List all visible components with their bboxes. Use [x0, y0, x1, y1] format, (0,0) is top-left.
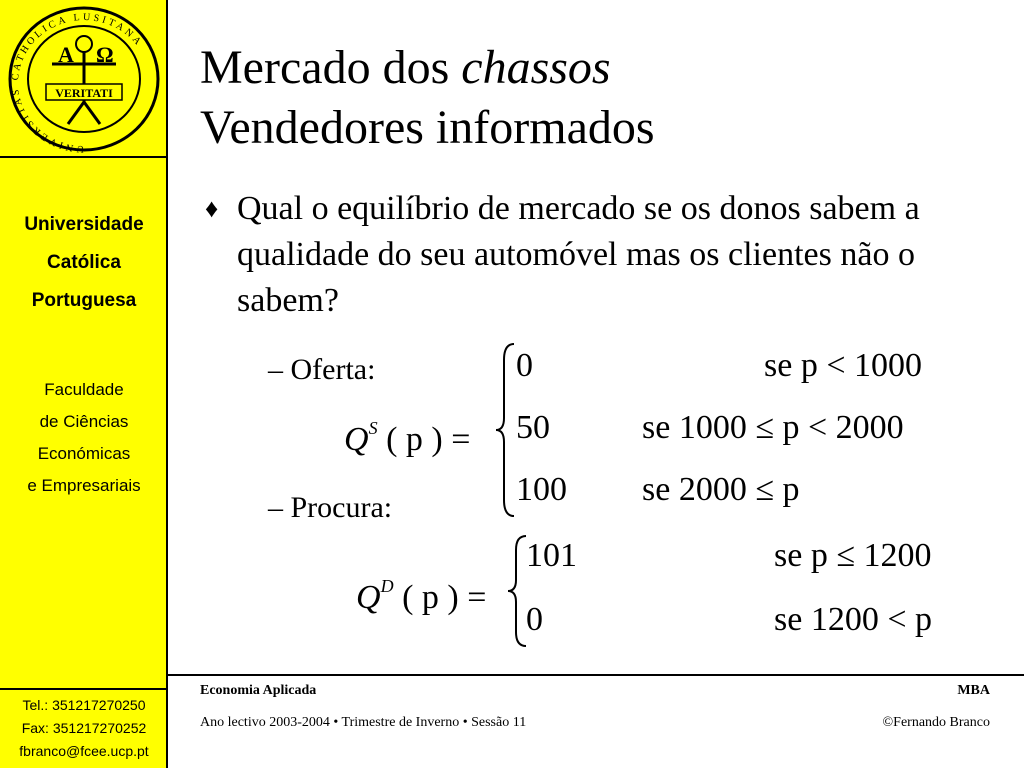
supply-lhs-rest: ( p ) = [386, 421, 471, 458]
university-logo [0, 0, 168, 158]
supply-row-cond: se 2000 ≤ p [642, 471, 800, 508]
sidebar [0, 0, 168, 768]
supply-row-value: 100 [516, 471, 567, 508]
demand-superscript: D [380, 576, 394, 596]
bullet-text: Qual o equilíbrio de mercado se os donos sabem a qualidade do seu automóvel mas os clientes não o sabem? [237, 190, 920, 319]
university-line: Portuguesa [31, 290, 137, 311]
footer-course: Economia Aplicada [200, 683, 317, 698]
university-line: Católica [47, 252, 121, 273]
diamond-bullet-icon: ♦ [205, 194, 219, 223]
supply-row-value: 50 [516, 409, 550, 446]
demand-row-value: 101 [526, 537, 577, 574]
title-italic: chassos [461, 41, 611, 94]
title-line-2: Vendedores informados [200, 101, 655, 154]
email: fbranco@fcee.ucp.pt [19, 743, 149, 759]
footer-session: Ano lectivo 2003-2004 • Trimestre de Inverno • Sessão 11 [200, 715, 527, 730]
footer-author: ©Fernando Branco [882, 715, 990, 730]
faculty-name [0, 374, 168, 502]
demand-label: – Procura: [268, 491, 393, 524]
university-seal-icon [6, 4, 162, 154]
demand-row-cond: se 1200 < p [774, 601, 932, 638]
faculty-line: e Empresariais [27, 476, 141, 495]
supply-label: – Oferta: [268, 353, 376, 386]
university-name [0, 206, 168, 320]
faculty-line: Faculdade [44, 380, 124, 399]
supply-row-cond: se 1000 ≤ p < 2000 [642, 409, 904, 446]
demand-row-value: 0 [526, 601, 543, 638]
supply-lhs [344, 408, 470, 460]
supply-brace-icon [494, 340, 518, 520]
footer-divider [168, 674, 1024, 676]
demand-lhs-rest: ( p ) = [402, 579, 487, 616]
demand-row-cond: se p ≤ 1200 [774, 537, 932, 574]
svg-text:UNIVERSITAS CATHOLICA LUSITANA [10, 12, 145, 154]
slide-title [200, 38, 655, 158]
supply-superscript: S [368, 418, 378, 438]
faculty-line: de Ciências [39, 412, 129, 431]
faculty-line: Económicas [37, 444, 131, 463]
svg-text:Ω: Ω [96, 42, 114, 67]
supply-row-value: 0 [516, 347, 533, 384]
title-plain: Mercado dos [200, 41, 462, 94]
logo-center-text: VERITATI [55, 86, 113, 100]
phone: Tel.: 351217270250 [22, 697, 146, 713]
contact-info [0, 688, 168, 763]
fax: Fax: 351217270252 [21, 720, 147, 736]
demand-lhs [356, 566, 486, 618]
logo-ring-text: UNIVERSITAS CATHOLICA LUSITANA [9, 11, 145, 154]
supply-row-cond: se p < 1000 [764, 347, 922, 384]
footer-program: MBA [957, 683, 990, 698]
university-line: Universidade [24, 214, 144, 235]
svg-text:A: A [58, 42, 74, 67]
demand-q: Q [356, 579, 381, 616]
supply-q: Q [344, 421, 369, 458]
